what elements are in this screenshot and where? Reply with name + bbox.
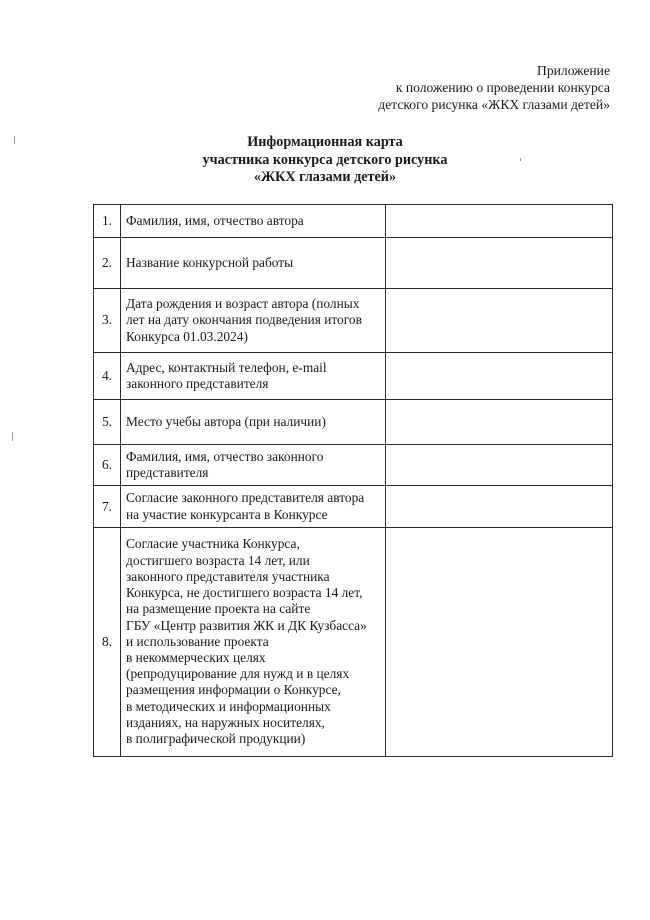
label-line: Дата рождения и возраст автора (полных — [126, 296, 360, 312]
label-line: на размещение проекта на сайте — [126, 601, 311, 617]
label-line: Адрес, контактный телефон, e-mail — [126, 359, 327, 375]
scan-speck — [12, 432, 13, 441]
row-number: 3. — [94, 289, 121, 353]
row-label — [121, 289, 386, 353]
card-title-line: «ЖКХ глазами детей» — [253, 169, 397, 185]
row-label — [121, 353, 386, 400]
row-label — [121, 238, 386, 289]
value-cell[interactable] — [386, 289, 613, 353]
label-line: Место учебы автора (при наличии) — [126, 413, 326, 429]
table-row — [94, 238, 613, 289]
label-line: на участие конкурсанта в Конкурсе — [126, 506, 328, 522]
row-number: 1. — [94, 205, 121, 238]
table-row — [94, 205, 613, 238]
label-line: Согласие законного представителя автора — [126, 490, 365, 506]
label-line: Фамилия, имя, отчество законного — [126, 449, 324, 464]
row-label — [121, 445, 386, 486]
label-line: в методических и информационных — [126, 698, 331, 714]
appendix-line: детского рисунка «ЖКХ глазами детей» — [378, 97, 610, 112]
label-line: законного представителя — [126, 376, 269, 391]
value-cell[interactable] — [386, 445, 613, 486]
label-line: Фамилия, имя, отчество автора — [126, 212, 304, 228]
value-cell[interactable] — [386, 205, 613, 238]
appendix-header — [378, 62, 610, 113]
label-line: размещения информации о Конкурсе, — [126, 682, 341, 698]
table-row — [94, 353, 613, 400]
table-row — [94, 289, 613, 353]
row-label — [121, 400, 386, 445]
label-line: законного представителя участника — [126, 568, 330, 584]
value-cell[interactable] — [386, 353, 613, 400]
scan-speck — [14, 136, 15, 144]
table-row — [94, 486, 613, 527]
row-label — [121, 486, 386, 527]
row-number: 7. — [94, 486, 121, 527]
row-label — [121, 527, 386, 756]
appendix-line: Приложение — [537, 63, 610, 78]
card-title-line: участника конкурса детского рисунка — [202, 151, 448, 168]
value-cell[interactable] — [386, 527, 613, 756]
table-row — [94, 527, 613, 756]
scan-speck — [520, 158, 521, 161]
row-number: 2. — [94, 238, 121, 289]
table-row — [94, 445, 613, 486]
value-cell[interactable] — [386, 238, 613, 289]
info-table — [93, 204, 613, 757]
label-line: Название конкурсной работы — [126, 254, 294, 270]
card-title-line: Информационная карта — [247, 134, 403, 150]
row-number: 8. — [94, 527, 121, 756]
label-line: достигшего возраста 14 лет, или — [126, 552, 310, 568]
label-line: представителя — [126, 465, 209, 481]
card-title — [0, 134, 650, 187]
label-line: изданиях, на наружных носителях, — [126, 714, 325, 730]
label-line: в полиграфической продукции) — [126, 730, 306, 746]
row-number: 6. — [94, 445, 121, 486]
value-cell[interactable] — [386, 400, 613, 445]
appendix-line: к положению о проведении конкурса — [395, 80, 610, 95]
label-line: Конкурса, не достигшего возраста 14 лет, — [126, 585, 363, 601]
label-line: и использование проекта — [126, 633, 269, 649]
label-line: лет на дату окончания подведения итогов — [126, 312, 362, 328]
value-cell[interactable] — [386, 486, 613, 527]
label-line: (репродуцирование для нужд и в целях — [126, 666, 350, 682]
label-line: Согласие участника Конкурса, — [126, 536, 300, 552]
label-line: в некоммерческих целях — [126, 649, 266, 665]
row-number: 4. — [94, 353, 121, 400]
label-line: Конкурса 01.03.2024) — [126, 328, 248, 344]
label-line: ГБУ «Центр развития ЖК и ДК Кузбасса» — [126, 617, 367, 633]
row-label — [121, 205, 386, 238]
row-number: 5. — [94, 400, 121, 445]
table-row — [94, 400, 613, 445]
